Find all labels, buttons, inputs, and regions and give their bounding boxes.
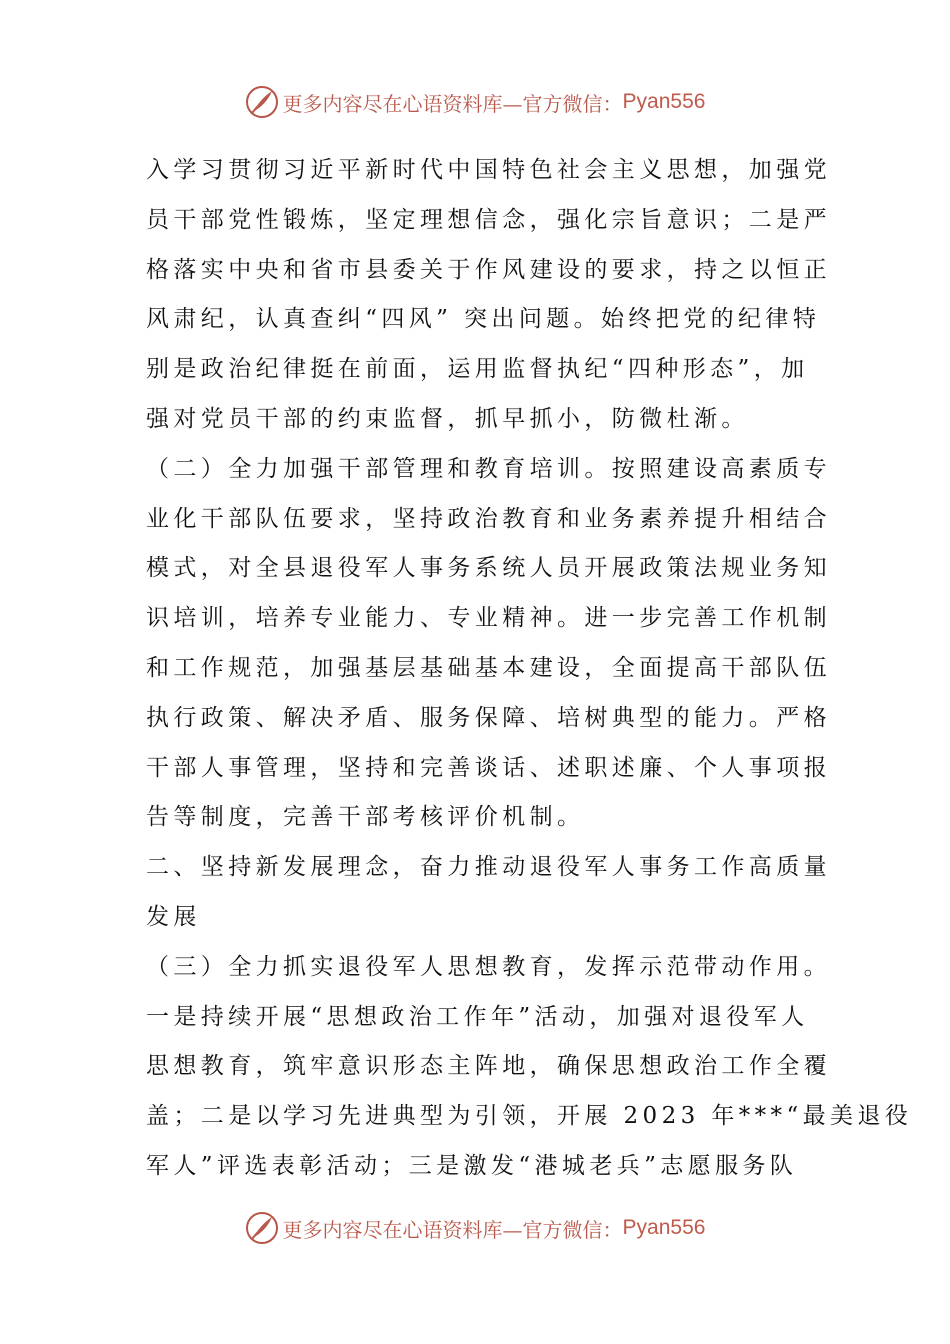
quill-logo-icon [245, 85, 279, 119]
text-line: 军人”评选表彰活动；三是激发“港城老兵”志愿服务队 [146, 1152, 798, 1179]
header-watermark-banner [0, 82, 950, 122]
paragraph-section-2 [146, 445, 831, 843]
watermark-text: 更多内容尽在心语资料库—官方微信： [282, 1217, 623, 1242]
quill-logo-icon [245, 1211, 279, 1245]
text-line: 入学习贯彻习近平新时代中国特色社会主义思想，加强党 [146, 157, 831, 183]
heading-part-2 [146, 843, 831, 943]
footer-watermark-banner [0, 1208, 950, 1248]
text-line: 执行政策、解决矛盾、服务保障、培树典型的能力。严格 [146, 704, 831, 731]
text-line: 一是持续开展“思想政治工作年”活动，加强对退役军人 [146, 1003, 809, 1030]
text-line: 业化干部队伍要求，坚持政治教育和业务素养提升相结合 [146, 505, 831, 532]
text-line: 格落实中央和省市县委关于作风建设的要求，持之以恒正 [146, 256, 831, 283]
text-line: 思想教育，筑牢意识形态主阵地，确保思想政治工作全覆 [146, 1053, 831, 1080]
text-line: 发展 [146, 903, 201, 930]
text-line: 告等制度，完善干部考核评价机制。 [146, 804, 585, 831]
paragraph-discipline [146, 146, 831, 445]
text-line: 二、坚持新发展理念，奋力推动退役军人事务工作高质量 [146, 854, 831, 881]
text-line: 风肃纪，认真查纠“四风” 突出问题。始终把党的纪律特 [146, 306, 821, 333]
text-line: （二）全力加强干部管理和教育培训。按照建设高素质专 [146, 455, 831, 482]
text-line: （三）全力抓实退役军人思想教育，发挥示范带动作用。 [146, 953, 831, 980]
document-body [146, 146, 913, 1192]
text-line: 和工作规范，加强基层基础基本建设，全面提高干部队伍 [146, 654, 831, 681]
watermark-text: 更多内容尽在心语资料库—官方微信： [282, 91, 623, 116]
text-line: 强对党员干部的约束监督，抓早抓小，防微杜渐。 [146, 405, 749, 432]
text-line: 盖；二是以学习先进典型为引领，开展 2023 年***“最美退役 [146, 1103, 913, 1130]
text-line: 识培训，培养专业能力、专业精神。进一步完善工作机制 [146, 605, 831, 632]
text-line: 员干部党性锻炼，坚定理想信念，强化宗旨意识；二是严 [146, 206, 831, 233]
watermark-wechat-id: Pyan556 [622, 1216, 706, 1239]
watermark-wechat-id: Pyan556 [622, 90, 706, 113]
text-line: 干部人事管理，坚持和完善谈话、述职述廉、个人事项报 [146, 754, 831, 781]
text-line: 模式，对全县退役军人事务系统人员开展政策法规业务知 [146, 555, 831, 582]
text-line: 别是政治纪律挺在前面，运用监督执纪“四种形态”，加 [146, 356, 809, 383]
paragraph-section-3 [146, 943, 913, 1192]
